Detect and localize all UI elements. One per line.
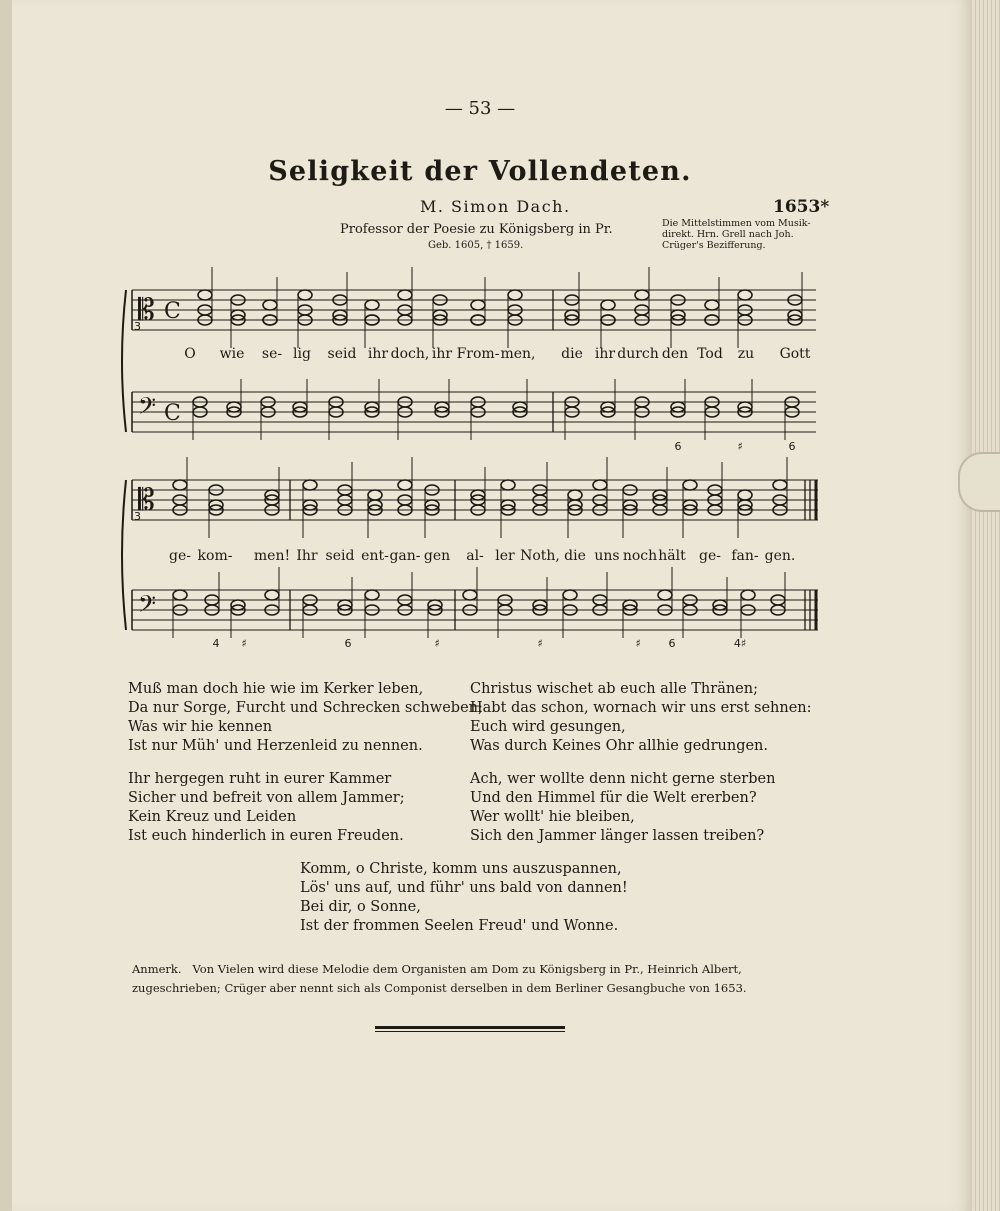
notehead: [263, 300, 277, 310]
stanza-line: Euch wird gesungen,: [470, 719, 626, 735]
figured-bass-number: ♯: [635, 637, 641, 650]
notehead: [173, 480, 187, 490]
lyric-syllable: ge-: [699, 548, 721, 564]
stanza-line: Sich den Jammer länger lassen treiben?: [470, 828, 765, 844]
lyric-syllable: O: [184, 346, 196, 362]
notehead: [265, 590, 279, 600]
stanza-line: Sicher und befreit von allem Jammer;: [128, 790, 405, 806]
footnote-label: Anmerk.: [132, 962, 182, 976]
notehead: [398, 480, 412, 490]
notehead: [365, 590, 379, 600]
end-rule: [375, 1026, 565, 1029]
lyric-syllable: al-: [466, 548, 484, 564]
notehead: [683, 480, 697, 490]
bass-clef-icon: 𝄢: [138, 392, 157, 425]
notehead: [705, 300, 719, 310]
stanza-line: Ist nur Müh' und Herzenleid zu nennen.: [128, 738, 423, 754]
stanza-line: Bei dir, o Sonne,: [300, 899, 421, 915]
lyric-syllable: ge-: [169, 548, 191, 564]
lyric-syllable: gen: [423, 548, 451, 564]
figured-bass-number: 4: [212, 637, 220, 650]
c-clef-icon: 𝄡: [138, 483, 155, 518]
notehead: [738, 490, 752, 500]
notehead: [501, 480, 515, 490]
bass-clef-icon: 𝄢: [138, 590, 157, 623]
author-name: M. Simon Dach.: [420, 197, 571, 216]
figured-bass-number: ♯: [537, 637, 543, 650]
noteheads: [173, 267, 802, 638]
verse-number: 3: [134, 320, 141, 333]
lyric-syllable: men,: [500, 346, 536, 362]
notehead: [773, 480, 787, 490]
lyric-syllable: Gott: [779, 346, 811, 362]
footnote: [132, 960, 822, 998]
notehead: [635, 290, 649, 300]
lyric-syllable: seid: [325, 548, 355, 564]
lyric-syllable: seid: [327, 346, 357, 362]
lyric-syllable: die: [561, 346, 583, 362]
stanza-line: Und den Himmel für die Welt ererben?: [470, 790, 757, 806]
lyric-syllable: Noth,: [520, 548, 560, 564]
c-clef-icon: 𝄡: [138, 293, 155, 328]
time-signature-c: C: [164, 299, 181, 324]
lyric-syllable: doch,: [390, 346, 430, 362]
lyric-syllable: ler: [495, 548, 515, 564]
stanza-line: Ach, wer wollte denn nicht gerne sterben: [470, 771, 776, 787]
system-brace: [122, 480, 126, 630]
footnote-text: Von Vielen wird diese Melodie dem Organisten am Dom zu Königsberg in Pr., Heinrich Albert, zugeschrieben; Crüger aber nennt sich als Componist derselben in dem Berliner Gesangbuche von 1653.: [132, 962, 747, 995]
lyric-syllable: ihr: [594, 346, 616, 362]
notehead: [298, 290, 312, 300]
notehead: [568, 490, 582, 500]
notehead: [398, 290, 412, 300]
time-signature-c: C: [164, 401, 181, 426]
lyric-syllable: wie: [219, 346, 245, 362]
stanza-line: Christus wischet ab euch alle Thränen;: [470, 681, 758, 697]
lyric-syllable: se-: [261, 346, 283, 362]
notehead: [563, 590, 577, 600]
figured-bass-number: 6: [668, 637, 676, 650]
notehead: [365, 300, 379, 310]
lyric-syllable: ihr: [431, 346, 453, 362]
lyric-syllable: lig: [293, 346, 311, 362]
lyric-syllable: die: [564, 548, 586, 564]
lyric-syllable: den: [661, 346, 689, 362]
lyric-syllable: uns: [594, 548, 620, 564]
stanza-line: Ihr hergegen ruht in eurer Kammer: [128, 771, 392, 787]
stanza-line: Was wir hie kennen: [128, 719, 273, 735]
figured-bass-number: 4♯: [733, 637, 747, 650]
stanza-line: Was durch Keines Ohr allhie gedrungen.: [470, 738, 769, 754]
page-number: — 53 —: [444, 98, 516, 119]
figured-bass-number: 6: [674, 440, 682, 453]
lyric-syllable: gan-: [389, 548, 421, 564]
notehead: [508, 290, 522, 300]
lyric-syllable: From-: [456, 346, 500, 362]
verse-number: 3: [134, 510, 141, 523]
arrangement-note: Die Mittelstimmen vom Musik-direkt. Hrn. Grell nach Joh. Crüger's Bezifferung.: [662, 218, 811, 251]
lyric-syllable: noch: [622, 548, 658, 564]
stanza-line: Muß man doch hie wie im Kerker leben,: [128, 681, 424, 697]
stanza-line: Da nur Sorge, Furcht und Schrecken schweben;: [128, 700, 483, 716]
lyric-syllable: kom-: [197, 548, 233, 564]
figured-bass-number: ♯: [241, 637, 247, 650]
notehead: [471, 300, 485, 310]
lyric-syllable: hält: [658, 548, 686, 564]
lyric-syllable: ihr: [367, 346, 389, 362]
notehead: [198, 290, 212, 300]
hymn-year: 1653*: [773, 197, 830, 217]
lyric-syllable: zu: [737, 346, 755, 362]
notehead: [601, 300, 615, 310]
lyric-syllable: durch: [617, 346, 659, 362]
stanza-line: Komm, o Christe, komm uns auszuspannen,: [300, 861, 622, 877]
staff-lines: [122, 290, 818, 630]
notehead: [368, 490, 382, 500]
stanza-line: Ist euch hinderlich in euren Freuden.: [128, 828, 404, 844]
lyric-syllable: fan-: [731, 548, 759, 564]
notehead: [658, 590, 672, 600]
notehead: [738, 290, 752, 300]
lyric-syllable: ent-: [361, 548, 389, 564]
figured-bass-number: 6: [344, 637, 352, 650]
figured-bass-number: ♯: [434, 637, 440, 650]
lyric-syllable: Tod: [697, 346, 723, 362]
lyric-syllable: men!: [253, 548, 291, 564]
notehead: [173, 590, 187, 600]
notehead: [593, 480, 607, 490]
figured-bass-number: ♯: [737, 440, 743, 453]
author-title: Professor der Poesie zu Königsberg in Pr.: [340, 222, 613, 237]
lyric-syllable: gen.: [764, 548, 796, 564]
stanza-line: Kein Kreuz und Leiden: [128, 809, 297, 825]
stanza-line: Wer wollt' hie bleiben,: [470, 809, 635, 825]
end-rule-thin: [375, 1031, 565, 1032]
system-brace: [122, 290, 126, 432]
stanza-line: Ist der frommen Seelen Freud' und Wonne.: [300, 918, 619, 934]
stanza-line: Lös' uns auf, und führ' uns bald von dannen!: [300, 880, 628, 896]
author-dates: Geb. 1605, † 1659.: [428, 240, 524, 251]
lyric-syllable: Ihr: [296, 548, 318, 564]
notehead: [463, 590, 477, 600]
figured-bass-number: 6: [788, 440, 796, 453]
hymn-title: Seligkeit der Vollendeten.: [268, 156, 692, 187]
notehead: [303, 480, 317, 490]
notehead: [741, 590, 755, 600]
stanza-line: Habt das schon, wornach wir uns erst sehnen:: [470, 700, 812, 716]
